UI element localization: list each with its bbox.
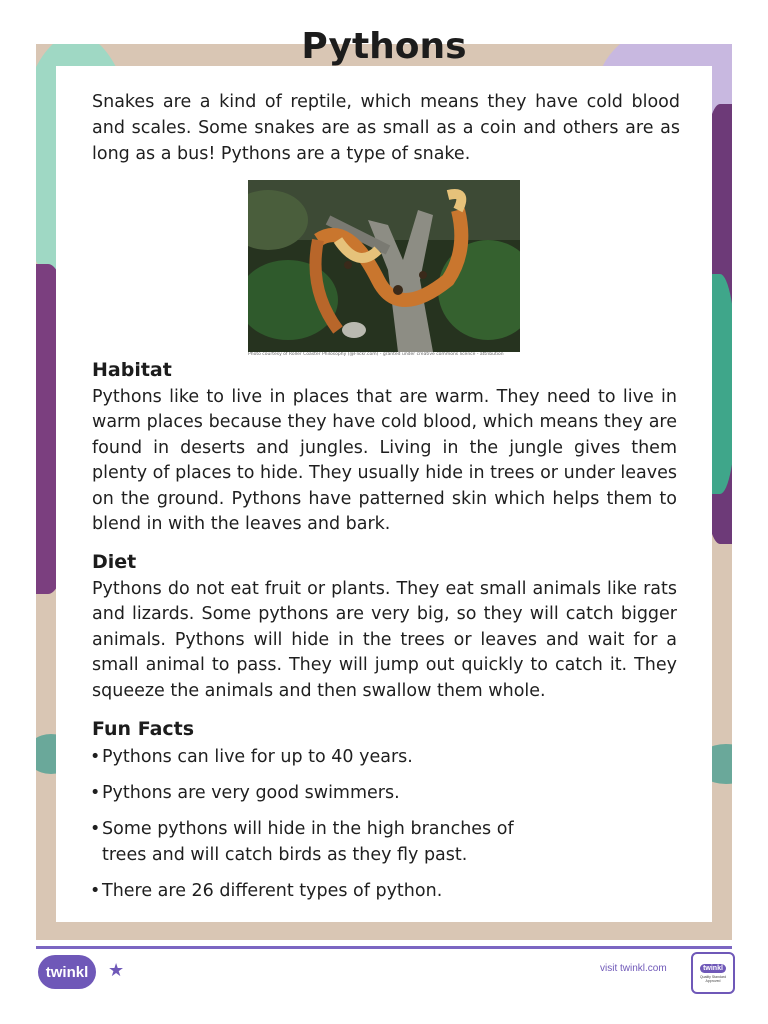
habitat-paragraph: Pythons like to live in places that are warm. They need to live in warm places because they have cold blood, which means they are found in deserts and jungles. Living in the jungle gives them plenty of places to hide. They usually hide in trees or under leaves on the ground. Pythons have patterned skin which helps them to blend in with the leaves and bark. bbox=[92, 387, 677, 535]
badge-text: Quality Standard Approved bbox=[699, 974, 727, 983]
fact-text: Some pythons will hide in the high branches of trees and will catch birds as they fly past. bbox=[102, 819, 514, 865]
bullet: • bbox=[90, 819, 101, 839]
badge-logo: twinkl bbox=[700, 964, 726, 973]
diet-heading: Diet bbox=[92, 551, 137, 573]
habitat-heading: Habitat bbox=[92, 359, 172, 381]
twinkl-logo[interactable]: twinkl bbox=[38, 955, 96, 989]
photo-credit: Photo courtesy of Roller Coaster Philosophy (@Flickr.com) - granted under creative commons licence - attribution bbox=[248, 352, 504, 357]
fact-text: There are 26 different types of python. bbox=[102, 881, 443, 901]
footer-divider bbox=[36, 946, 732, 949]
list-item bbox=[90, 816, 560, 868]
list-item bbox=[90, 780, 560, 806]
fact-text: Pythons are very good swimmers. bbox=[102, 783, 400, 803]
intro-paragraph: Snakes are a kind of reptile, which means they have cold blood and scales. Some snakes are as small as a coin and others are as long as a bus! Pythons are a type of snake. bbox=[92, 92, 680, 164]
fact-text: Pythons can live for up to 40 years. bbox=[102, 747, 413, 767]
python-photo-illustration bbox=[248, 180, 520, 352]
python-photo bbox=[248, 180, 520, 352]
star-icon: ★ bbox=[108, 960, 125, 981]
fun-facts-list bbox=[90, 744, 560, 914]
quality-badge bbox=[691, 952, 735, 994]
bullet: • bbox=[90, 881, 101, 901]
fun-facts-heading: Fun Facts bbox=[92, 718, 195, 740]
visit-link[interactable]: visit twinkl.com bbox=[600, 963, 667, 974]
bullet: • bbox=[90, 747, 101, 767]
list-item bbox=[90, 878, 560, 904]
diet-paragraph: Pythons do not eat fruit or plants. They eat small animals like rats and lizards. Some pythons are very big, so they will catch bigger animals. Pythons will hide in the trees or leaves and wait for a small animal to pass. They will jump out quickly to catch it. They squeeze the animals and then swallow them whole. bbox=[92, 579, 677, 701]
page-title: Pythons bbox=[301, 26, 467, 67]
bullet: • bbox=[90, 783, 101, 803]
list-item bbox=[90, 744, 560, 770]
